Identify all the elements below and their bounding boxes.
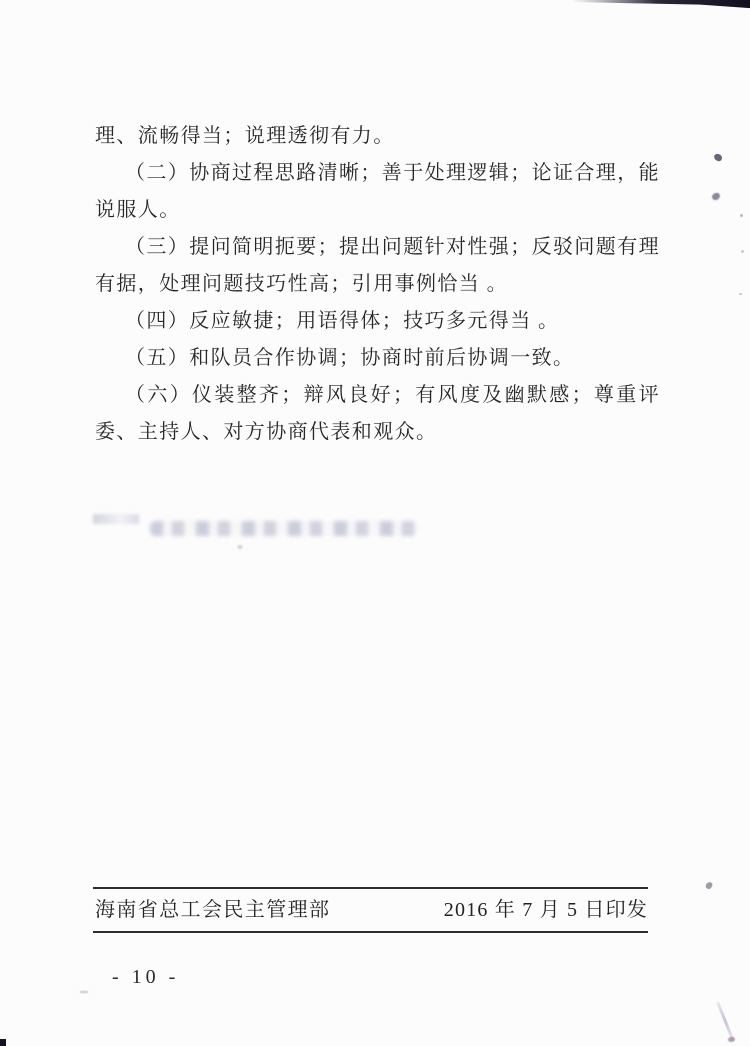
scan-artifact-corner (0, 1039, 6, 1046)
body-text-block (95, 118, 660, 451)
body-text-line: 理、流畅得当；说理透彻有力。 (95, 125, 395, 147)
page-number: - 10 - (112, 966, 180, 988)
body-text-line: 说服人。 (95, 199, 181, 221)
scan-artifact-top-edge (572, 0, 750, 9)
body-text-line: 有据，处理问题技巧性高；引用事例恰当 。 (95, 273, 508, 295)
scan-artifact-dot (741, 250, 744, 253)
body-text-line: （四）反应敏捷；用语得体；技巧多元得当 。 (125, 310, 560, 332)
scan-artifact-scratch (716, 1002, 733, 1040)
bleedthrough-dot (238, 545, 242, 549)
body-text-line: （五）和队员合作协调；协商时前后协调一致。 (125, 347, 575, 369)
scan-artifact-speck (705, 881, 713, 890)
colophon (95, 889, 648, 931)
scan-artifact-speck (711, 192, 720, 200)
body-text-line: （六）仪装整齐；辩风良好；有风度及幽默感；尊重评 (125, 384, 660, 406)
scan-artifact-speck (713, 153, 723, 162)
footer-issue-date: 2016 年 7 月 5 日印发 (443, 899, 648, 921)
footer-issuer: 海南省总工会民主管理部 (95, 899, 331, 921)
bleedthrough-smudge-fragment (93, 514, 139, 524)
body-text-line: 委、主持人、对方协商代表和观众。 (95, 421, 438, 443)
scan-artifact-dot (739, 293, 742, 295)
scan-artifact-scratch-end (728, 1037, 735, 1042)
scan-artifact-dot (740, 214, 743, 217)
body-text-line: （二）协商过程思路清晰；善于处理逻辑；论证合理，能 (125, 162, 660, 184)
bleedthrough-smudge (150, 521, 418, 536)
scan-artifact-dash (80, 991, 88, 993)
footer-rule-bottom (93, 931, 648, 933)
body-text-line: （三）提问简明扼要；提出问题针对性强；反驳问题有理 (125, 236, 660, 258)
